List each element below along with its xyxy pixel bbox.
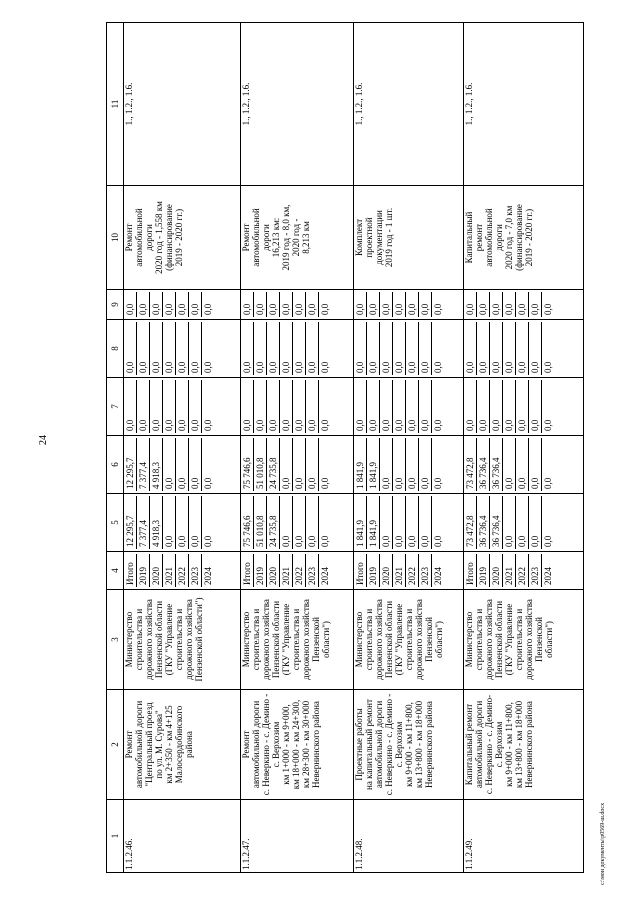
funding-col9-value: 0,0	[380, 292, 393, 317]
funding-regional-column-value: 12 295,7	[124, 438, 137, 491]
funding-col7-value: 0,0	[189, 380, 202, 433]
funding-total-column-value: 36 736,4	[477, 496, 490, 549]
year-column-value: 2019	[367, 554, 380, 587]
table-row	[464, 23, 584, 873]
funding-regional-column-value: 73 472,8	[464, 438, 477, 491]
expected-result: Комплект проектной документации 2019 год - 1 шт.	[354, 186, 464, 290]
funding-total-column-value: 0,0	[306, 496, 319, 549]
executor: Министерство строительства и дорожного хозяйства Пензенской области (ГКУ "Управление строительства и дорожного хозяйства Пензенской области")	[464, 590, 584, 690]
year-column-value: 2021	[280, 554, 293, 587]
year-column-value: 2019	[254, 554, 267, 587]
year-column-value: 2024	[433, 567, 443, 585]
year-column-value: 2022	[293, 554, 306, 587]
funding-col7-value: 0,0	[241, 380, 254, 433]
funding-regional-column-value: 0,0	[433, 477, 443, 489]
funding-col8-value: 0,0	[464, 322, 477, 375]
funding-total-column-value: 0,0	[433, 535, 443, 547]
row-code: 1.1.2.49.	[464, 800, 584, 873]
funding-regional-column-value: 0,0	[163, 438, 176, 491]
funding-col9	[464, 290, 584, 320]
funding-col8-value: 0,0	[137, 322, 150, 375]
year-column-value: 2023	[189, 554, 202, 587]
funding-col7	[464, 378, 584, 436]
funding-regional-column-value: 36 736,4	[477, 438, 490, 491]
funding-col7-value: 0,0	[543, 419, 553, 431]
row-code: 1.1.2.48.	[354, 800, 464, 873]
funding-total-column	[124, 494, 241, 552]
funding-col8-value: 0,0	[433, 361, 443, 373]
year-column	[464, 552, 584, 590]
funding-regional-column-value: 75 746,6	[241, 438, 254, 491]
funding-col8-value: 0,0	[254, 322, 267, 375]
year-column	[241, 552, 354, 590]
indicator-refs: 1., 1.2., 1.6.	[241, 23, 354, 186]
funding-col9-value: 0,0	[293, 292, 306, 317]
header-cell: 4	[107, 552, 124, 590]
funding-col7	[124, 378, 241, 436]
funding-col8-value: 0,0	[367, 322, 380, 375]
funding-regional-column	[124, 436, 241, 494]
header-cell: 6	[107, 436, 124, 494]
year-column-value: 2024	[203, 567, 213, 585]
funding-col9	[124, 290, 241, 320]
year-column	[124, 552, 241, 590]
table-row	[241, 23, 354, 873]
funding-total-column-value: 0,0	[516, 496, 529, 549]
indicator-refs: 1., 1.2., 1.6.	[124, 23, 241, 186]
funding-total-column-value: 0,0	[380, 496, 393, 549]
header-cell: 7	[107, 378, 124, 436]
funding-col7-value: 0,0	[433, 419, 443, 431]
funding-total-column-value: 36 736,4	[490, 496, 503, 549]
funding-col8-value: 0,0	[267, 322, 280, 375]
year-column-value: 2020	[490, 554, 503, 587]
funding-col9-value: 0,0	[503, 292, 516, 317]
funding-col9	[241, 290, 354, 320]
funding-col9-value: 0,0	[124, 292, 137, 317]
year-column-value: 2022	[406, 554, 419, 587]
executor: Министерство строительства и дорожного хозяйства Пензенской области (ГКУ "Управление строительства и дорожного хозяйства Пензенской области")	[124, 590, 241, 690]
funding-col8-value: 0,0	[280, 322, 293, 375]
funding-total-column-value: 0,0	[189, 496, 202, 549]
funding-regional-column-value: 1 841,9	[354, 438, 367, 491]
funding-total-column-value: 1 841,9	[367, 496, 380, 549]
funding-total-column-value: 0,0	[280, 496, 293, 549]
year-column-value: 2024	[320, 567, 330, 585]
funding-col9-value: 0,0	[280, 292, 293, 317]
indicator-refs: 1., 1.2., 1.6.	[464, 23, 584, 186]
funding-total-column-value: 24 735,8	[267, 496, 280, 549]
funding-col9-value: 0,0	[354, 292, 367, 317]
funding-regional-column-value: 0,0	[516, 438, 529, 491]
funding-col7-value: 0,0	[490, 380, 503, 433]
header-cell: 8	[107, 320, 124, 378]
funding-total-column-value: 0,0	[393, 496, 406, 549]
funding-regional-column-value: 0,0	[176, 438, 189, 491]
funding-col8-value: 0,0	[124, 322, 137, 375]
activity-name: Ремонт автомобильной дороги "Центральный проезд по ул. М. Сурова" км 2+350 - км 4+125 Малосердобинского района	[124, 690, 241, 800]
funding-total-column-value: 0,0	[503, 496, 516, 549]
funding-col9-value: 0,0	[529, 292, 542, 317]
expected-result: Ремонт автомобильной дороги 16,213 км: 2019 год - 8,0 км, 2020 год - 8,213 км	[241, 186, 354, 290]
funding-col7-value: 0,0	[163, 380, 176, 433]
header-cell: 2	[107, 690, 124, 800]
funding-col7-value: 0,0	[267, 380, 280, 433]
funding-col9-value: 0,0	[393, 292, 406, 317]
funding-col7-value: 0,0	[137, 380, 150, 433]
funding-col9-value: 0,0	[490, 292, 503, 317]
funding-total-column-value: 73 472,8	[464, 496, 477, 549]
funding-total-column-value: 75 746,6	[241, 496, 254, 549]
header-cell: 11	[107, 23, 124, 186]
funding-col7-value: 0,0	[354, 380, 367, 433]
funding-regional-column	[241, 436, 354, 494]
row-code: 1.1.2.47.	[241, 800, 354, 873]
funding-col8-value: 0,0	[477, 322, 490, 375]
funding-col7-value: 0,0	[203, 419, 213, 431]
funding-col7-value: 0,0	[477, 380, 490, 433]
funding-col7-value: 0,0	[503, 380, 516, 433]
funding-col9	[354, 290, 464, 320]
executor: Министерство строительства и дорожного хозяйства Пензенской области (ГКУ "Управление строительства и дорожного хозяйства Пензенской области")	[241, 590, 354, 690]
funding-col8-value: 0,0	[516, 322, 529, 375]
table-row	[124, 23, 241, 873]
funding-regional-column-value: 0,0	[203, 477, 213, 489]
funding-regional-column-value: 0,0	[320, 477, 330, 489]
header-cell: 9	[107, 290, 124, 320]
year-column-value: 2021	[503, 554, 516, 587]
funding-col7-value: 0,0	[406, 380, 419, 433]
funding-regional-column-value: 7 377,4	[137, 438, 150, 491]
funding-regional-column-value: 0,0	[543, 477, 553, 489]
funding-col8-value: 0,0	[306, 322, 319, 375]
funding-col8-value: 0,0	[320, 361, 330, 373]
year-column-value: 2021	[163, 554, 176, 587]
year-column-value: 2019	[137, 554, 150, 587]
funding-col7-value: 0,0	[380, 380, 393, 433]
funding-col9-value: 0,0	[267, 292, 280, 317]
funding-col8-value: 0,0	[293, 322, 306, 375]
year-column-value: 2023	[529, 554, 542, 587]
funding-col7-value: 0,0	[320, 419, 330, 431]
funding-col7	[241, 378, 354, 436]
funding-col9-value: 0,0	[137, 292, 150, 317]
funding-regional-column	[464, 436, 584, 494]
funding-total-column-value: 1 841,9	[354, 496, 367, 549]
funding-col9-value: 0,0	[543, 303, 553, 315]
funding-regional-column-value: 0,0	[406, 438, 419, 491]
funding-col7-value: 0,0	[306, 380, 319, 433]
expected-result: Ремонт автомобильной дороги 2020 год - 1,558 км (финансирование 2019 - 2020 гг.)	[124, 186, 241, 290]
funding-total-column-value: 0,0	[406, 496, 419, 549]
funding-col8-value: 0,0	[419, 322, 432, 375]
funding-total-column	[241, 494, 354, 552]
funding-col9-value: 0,0	[306, 292, 319, 317]
year-column	[354, 552, 464, 590]
funding-col7-value: 0,0	[516, 380, 529, 433]
funding-col8-value: 0,0	[406, 322, 419, 375]
funding-col7-value: 0,0	[529, 380, 542, 433]
funding-col8-value: 0,0	[543, 361, 553, 373]
funding-col8-value: 0,0	[189, 322, 202, 375]
funding-col9-value: 0,0	[203, 303, 213, 315]
indicator-refs: 1., 1.2., 1.6.	[354, 23, 464, 186]
funding-total-column-value: 0,0	[543, 535, 553, 547]
funding-col8-value: 0,0	[380, 322, 393, 375]
rotated-table-container	[106, 23, 606, 873]
funding-col9-value: 0,0	[254, 292, 267, 317]
funding-col8-value: 0,0	[241, 322, 254, 375]
year-column-value: 2021	[393, 554, 406, 587]
funding-regional-column-value: 0,0	[189, 438, 202, 491]
funding-col8-value: 0,0	[529, 322, 542, 375]
footer-file-path: c:\мои документы\p0569-ш.docx	[600, 802, 606, 885]
funding-col8	[241, 320, 354, 378]
funding-col9-value: 0,0	[433, 303, 443, 315]
header-cell: 3	[107, 590, 124, 690]
funding-col7-value: 0,0	[367, 380, 380, 433]
funding-regional-column-value: 0,0	[503, 438, 516, 491]
funding-col8-value: 0,0	[503, 322, 516, 375]
funding-total-column-value: 0,0	[176, 496, 189, 549]
funding-col9-value: 0,0	[176, 292, 189, 317]
funding-col8-value: 0,0	[150, 322, 163, 375]
funding-regional-column-value: 24 735,8	[267, 438, 280, 491]
funding-regional-column-value: 0,0	[393, 438, 406, 491]
header-cell: 5	[107, 494, 124, 552]
funding-total-column-value: 0,0	[320, 535, 330, 547]
funding-col8	[124, 320, 241, 378]
year-column-value: Итого	[124, 554, 137, 587]
funding-col8-value: 0,0	[354, 322, 367, 375]
funding-col8-value: 0,0	[490, 322, 503, 375]
funding-col9-value: 0,0	[367, 292, 380, 317]
funding-total-column-value: 4 918,3	[150, 496, 163, 549]
funding-total-column	[464, 494, 584, 552]
funding-total-column-value: 0,0	[419, 496, 432, 549]
activity-name: Проектные работы на капитальный ремонт автомобильной дороги с. Неверкино - с. Демино - с. Верхозим км 9+000 - км 11+800, км 13+800 - км 18+000 Невернинского района	[354, 690, 464, 800]
funding-regional-column-value: 0,0	[529, 438, 542, 491]
funding-total-column-value: 12 295,7	[124, 496, 137, 549]
funding-regional-column-value: 0,0	[306, 438, 319, 491]
funding-regional-column-value: 1 841,9	[367, 438, 380, 491]
funding-col7-value: 0,0	[293, 380, 306, 433]
program-activities-table	[106, 22, 584, 873]
funding-col9-value: 0,0	[241, 292, 254, 317]
funding-regional-column-value: 0,0	[419, 438, 432, 491]
funding-col9-value: 0,0	[516, 292, 529, 317]
activity-name: Капитальный ремонт автомобильной дороги с. Неверкино - с. Демино- с. Верхозим км 9+000 - км 11+800, км 13+800 - км 18+000 Невернинского района	[464, 690, 584, 800]
table-row	[354, 23, 464, 873]
funding-col8-value: 0,0	[163, 322, 176, 375]
funding-col7-value: 0,0	[124, 380, 137, 433]
activity-name: Ремонт автомобильной дороги с. Неверкино - с. Демино - с. Верхозим км 1+000 - км 9+000, км 18+000 - км 24+300, км 28+300 - км 30+000 Невернинского района	[241, 690, 354, 800]
funding-total-column	[354, 494, 464, 552]
year-column-value: 2020	[380, 554, 393, 587]
funding-col8	[354, 320, 464, 378]
header-cell: 10	[107, 186, 124, 290]
year-column-value: 2023	[306, 554, 319, 587]
funding-regional-column-value: 0,0	[280, 438, 293, 491]
funding-col9-value: 0,0	[189, 292, 202, 317]
funding-total-column-value: 0,0	[529, 496, 542, 549]
page-number: 24	[38, 435, 49, 445]
header-cell: 1	[107, 800, 124, 873]
year-column-value: 2022	[176, 554, 189, 587]
year-column-value: 2020	[267, 554, 280, 587]
row-code: 1.1.2.46.	[124, 800, 241, 873]
funding-total-column-value: 7 377,4	[137, 496, 150, 549]
funding-regional-column-value: 0,0	[293, 438, 306, 491]
funding-regional-column-value: 51 010,8	[254, 438, 267, 491]
funding-col9-value: 0,0	[150, 292, 163, 317]
funding-regional-column-value: 0,0	[380, 438, 393, 491]
funding-col8	[464, 320, 584, 378]
funding-total-column-value: 0,0	[163, 496, 176, 549]
funding-col9-value: 0,0	[320, 303, 330, 315]
funding-col9-value: 0,0	[163, 292, 176, 317]
expected-result: Капитальный ремонт автомобильной дороги 2020 год - 7,0 км (финансирование 2019 - 2020 гг.)	[464, 186, 584, 290]
funding-col9-value: 0,0	[406, 292, 419, 317]
year-column-value: Итого	[464, 554, 477, 587]
funding-total-column-value: 51 010,8	[254, 496, 267, 549]
year-column-value: 2019	[477, 554, 490, 587]
funding-total-column-value: 0,0	[293, 496, 306, 549]
funding-col7-value: 0,0	[280, 380, 293, 433]
funding-col7-value: 0,0	[464, 380, 477, 433]
funding-col9-value: 0,0	[477, 292, 490, 317]
funding-col7-value: 0,0	[176, 380, 189, 433]
funding-total-column-value: 0,0	[203, 535, 213, 547]
funding-col8-value: 0,0	[203, 361, 213, 373]
funding-col8-value: 0,0	[176, 322, 189, 375]
year-column-value: Итого	[241, 554, 254, 587]
funding-col7-value: 0,0	[419, 380, 432, 433]
year-column-value: 2020	[150, 554, 163, 587]
funding-col7-value: 0,0	[254, 380, 267, 433]
funding-col7	[354, 378, 464, 436]
funding-col9-value: 0,0	[419, 292, 432, 317]
funding-col7-value: 0,0	[150, 380, 163, 433]
executor: Министерство строительства и дорожного хозяйства Пензенской области (ГКУ "Управление строительства и дорожного хозяйства Пензенской области")	[354, 590, 464, 690]
year-column-value: Итого	[354, 554, 367, 587]
header-row	[107, 23, 124, 873]
year-column-value: 2023	[419, 554, 432, 587]
funding-regional-column-value: 36 736,4	[490, 438, 503, 491]
funding-col8-value: 0,0	[393, 322, 406, 375]
funding-regional-column-value: 4 918,3	[150, 438, 163, 491]
funding-col9-value: 0,0	[464, 292, 477, 317]
year-column-value: 2022	[516, 554, 529, 587]
year-column-value: 2024	[543, 567, 553, 585]
funding-regional-column	[354, 436, 464, 494]
funding-col7-value: 0,0	[393, 380, 406, 433]
